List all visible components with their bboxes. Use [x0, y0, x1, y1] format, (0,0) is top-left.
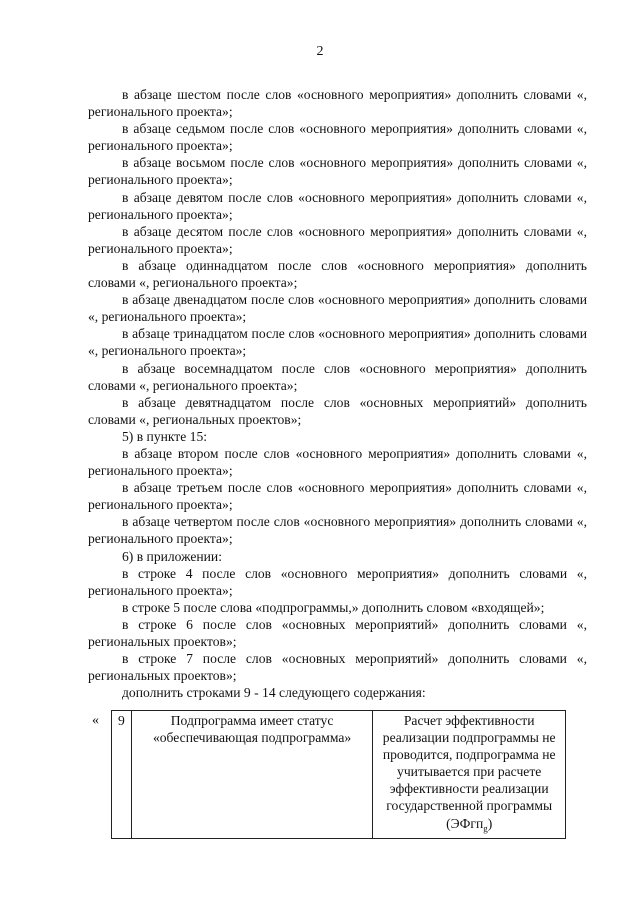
row-number-cell: 9: [112, 711, 132, 839]
paragraph: в абзаце восемнадцатом после слов «основного мероприятия» дополнить словами «, регионального проекта»;: [88, 360, 587, 393]
table-row: [112, 711, 566, 839]
paragraph: в абзаце девятнадцатом после слов «основных мероприятий» дополнить словами «, региональных проектов»;: [88, 394, 587, 427]
paragraph: 5) в пункте 15:: [122, 428, 208, 444]
calculation-text: Расчет эффективности реализации подпрограммы не проводится, подпрограмма не учитывается при расчете эффективности реализации государственной программы: [382, 713, 556, 814]
paragraph: в абзаце тринадцатом после слов «основного мероприятия» дополнить словами «, регионального проекта»;: [88, 326, 587, 359]
page-number: 2: [316, 44, 324, 59]
paragraph: в абзаце девятом после слов «основного мероприятия» дополнить словами «, регионального проекта»;: [88, 189, 587, 222]
paragraph: в строке 6 после слов «основных мероприятий» дополнить словами «, региональных проектов»;: [88, 616, 587, 649]
paragraph: в абзаце четвертом после слов «основного мероприятия» дополнить словами «, регионального проекта»;: [88, 514, 587, 547]
document-body: [88, 86, 587, 701]
formula: [446, 815, 493, 834]
paragraph: в абзаце втором после слов «основного мероприятия» дополнить словами «, регионального проекта»;: [88, 445, 587, 479]
paragraph: в абзаце двенадцатом после слов «основного мероприятия» дополнить словами «, регионального проекта»;: [88, 292, 587, 325]
formula-subscript: g: [483, 823, 488, 834]
paragraph: в абзаце десятом после слов «основного мероприятия» дополнить словами «, регионального проекта»;: [88, 223, 587, 256]
paragraph: в абзаце восьмом после слов «основного мероприятия» дополнить словами «, регионального проекта»;: [88, 155, 587, 188]
description-cell: Подпрограмма имеет статус «обеспечивающая подпрограмма»: [131, 711, 373, 839]
paragraph: 6) в приложении:: [122, 548, 222, 564]
paragraph: в абзаце третьем после слов «основного мероприятия» дополнить словами «, регионального проекта»;: [88, 480, 587, 513]
appendix-table: [111, 710, 566, 839]
paragraph: в строке 7 после слов «основных мероприятий» дополнить словами «, региональных проектов»;: [88, 651, 587, 684]
paragraph: в строке 5 после слова «подпрограммы,» дополнить словом «входящей»;: [122, 599, 545, 615]
paragraph: дополнить строками 9 - 14 следующего содержания:: [122, 685, 426, 701]
paragraph: в абзаце одиннадцатом после слов «основного мероприятия» дополнить словами «, регионального проекта»;: [88, 257, 587, 291]
opening-quote: «: [92, 713, 99, 728]
paragraph: в строке 4 после слов «основного мероприятия» дополнить словами «, регионального проекта»;: [88, 565, 587, 598]
calculation-cell: [373, 711, 566, 839]
paragraph: в абзаце шестом после слов «основного мероприятия» дополнить словами «, регионального проекта»;: [88, 87, 587, 120]
formula-main: (ЭФгп: [446, 815, 484, 831]
paragraph: в абзаце седьмом после слов «основного мероприятия» дополнить словами «, регионального проекта»;: [88, 121, 587, 154]
formula-close: ): [487, 815, 493, 831]
